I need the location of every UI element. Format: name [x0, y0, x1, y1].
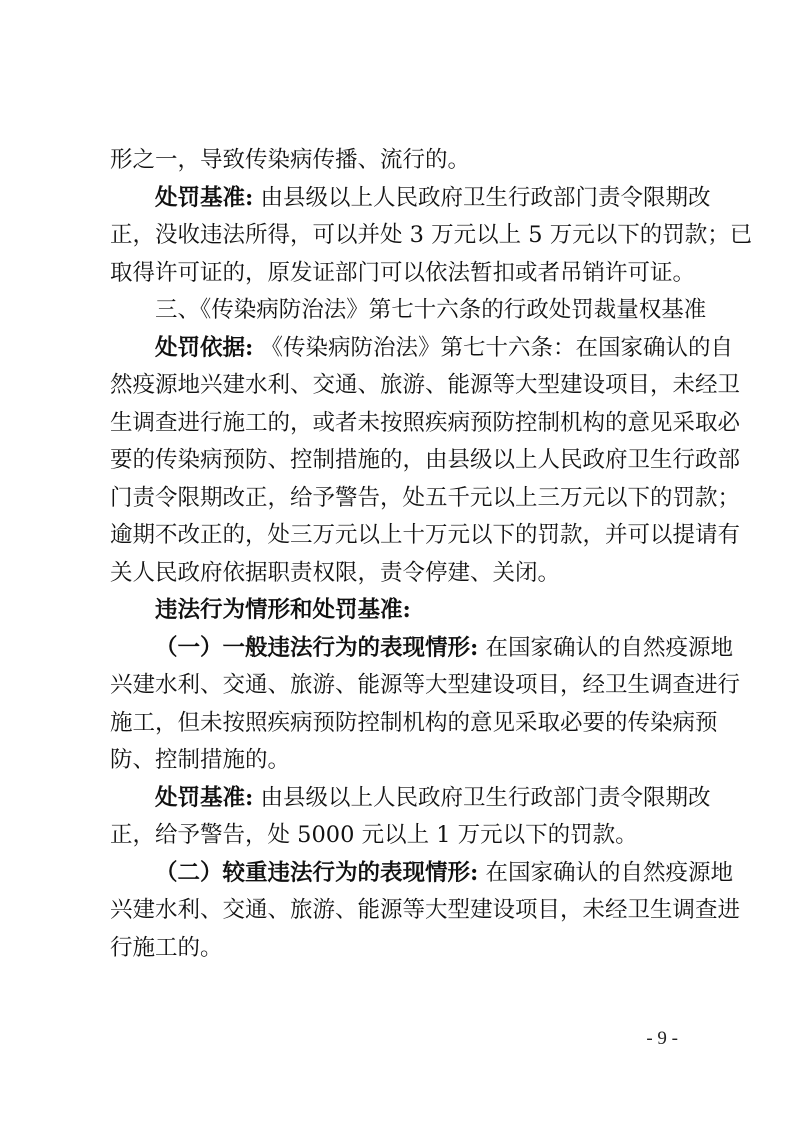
paragraph-line-16	[110, 705, 718, 743]
paragraph-line-22	[110, 930, 698, 968]
paragraph-line-7	[110, 367, 741, 405]
line-text: 在国家确认的自然疫源地	[485, 859, 733, 886]
subheading-violations	[110, 592, 698, 630]
page-number: - 9 -	[646, 1028, 678, 1049]
body-text	[110, 142, 753, 967]
paragraph-line-8	[110, 405, 741, 443]
line-text: 门责令限期改正，给予警告，处五千元以上三万元以下的罚款；	[110, 484, 741, 511]
line-text: 施工，但未按照疾病预防控制机构的意见采取必要的传染病预	[110, 709, 718, 736]
paragraph-line-9	[110, 442, 741, 480]
line-label: 违法行为情形和处罚基准:	[155, 597, 411, 623]
line-text: 逾期不改正的，处三万元以上十万元以下的罚款，并可以提请有	[110, 522, 741, 548]
paragraph-line-2	[110, 180, 711, 218]
line-text: 生调查进行施工的，或者未按照疾病预防控制机构的意见采取必	[110, 409, 741, 436]
line-text: 兴建水利、交通、旅游、能源等大型建设项目，未经卫生调查进	[110, 897, 741, 923]
paragraph-line-20	[110, 855, 733, 893]
line-text: 正，没收违法所得，可以并处 3 万元以上 5 万元以下的罚款；已	[110, 222, 753, 248]
line-text: 三、《传染病防治法》第七十六条的行政处罚裁量权基准	[155, 297, 707, 323]
paragraph-line-6	[110, 330, 733, 368]
line-text: 行施工的。	[110, 934, 223, 961]
line-text: 在国家确认的自然疫源地	[485, 634, 733, 661]
line-text: 取得许可证的，原发证部门可以依法暂扣或者吊销许可证。	[110, 259, 696, 286]
paragraph-line-15	[110, 667, 741, 705]
line-text: 由县级以上人民政府卫生行政部门责令限期改	[260, 784, 711, 811]
line-text: 《传染病防治法》第七十六条：在国家确认的自	[260, 334, 733, 361]
line-label: （二）较重违法行为的表现情形:	[155, 859, 479, 886]
section-heading	[110, 292, 707, 330]
paragraph-line-1	[110, 142, 698, 180]
paragraph-line-18	[110, 780, 711, 818]
paragraph-line-11	[110, 517, 741, 555]
paragraph-line-3	[110, 217, 753, 255]
line-text: 兴建水利、交通、旅游、能源等大型建设项目，经卫生调查进行	[110, 672, 741, 698]
line-text: 要的传染病预防、控制措施的，由县级以上人民政府卫生行政部	[110, 447, 741, 473]
line-text: 由县级以上人民政府卫生行政部门责令限期改	[260, 184, 711, 211]
paragraph-line-17	[110, 742, 698, 780]
line-label: 处罚基准:	[155, 784, 254, 811]
line-label: 处罚依据:	[155, 334, 254, 361]
paragraph-line-12	[110, 555, 698, 593]
paragraph-line-4	[110, 255, 698, 293]
line-text: 形之一，导致传染病传播、流行的。	[110, 147, 471, 173]
paragraph-line-21	[110, 892, 741, 930]
paragraph-line-10	[110, 480, 741, 518]
line-label: （一）一般违法行为的表现情形:	[155, 634, 479, 661]
paragraph-line-14	[110, 630, 733, 668]
line-text: 关人民政府依据职责权限，责令停建、关闭。	[110, 559, 561, 586]
line-text: 正，给予警告，处 5000 元以上 1 万元以下的罚款。	[110, 822, 638, 848]
paragraph-line-19	[110, 817, 698, 855]
line-text: 然疫源地兴建水利、交通、旅游、能源等大型建设项目，未经卫	[110, 372, 741, 398]
line-label: 处罚基准:	[155, 184, 254, 211]
line-text: 防、控制措施的。	[110, 747, 291, 773]
